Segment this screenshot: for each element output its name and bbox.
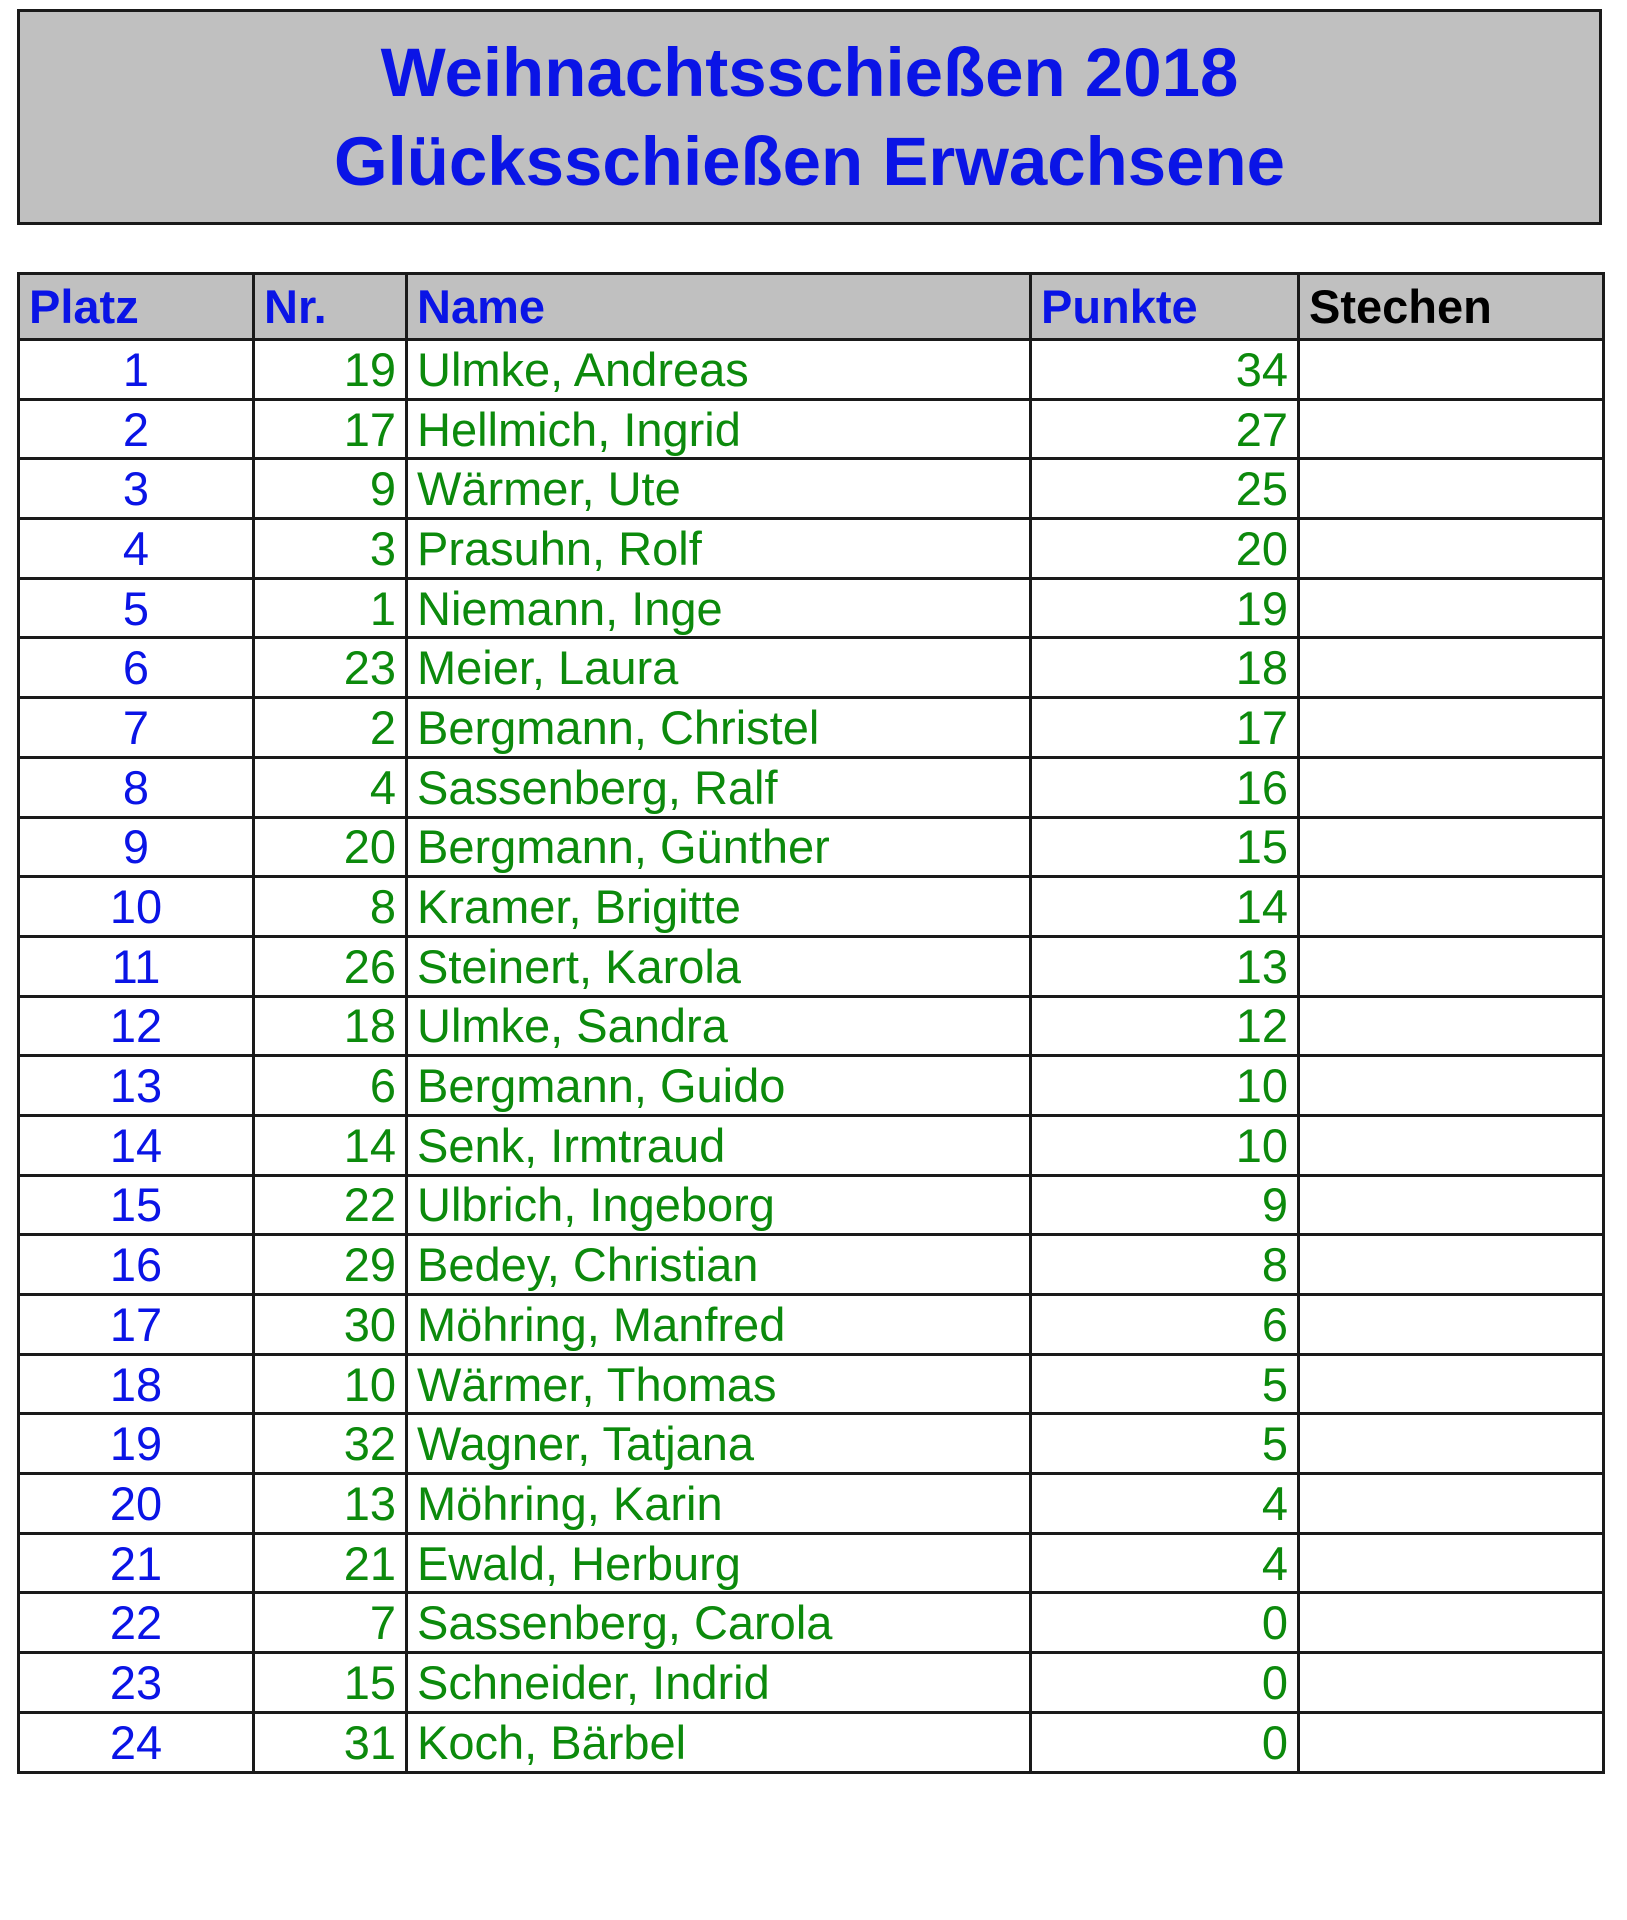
table-row — [19, 459, 1604, 519]
cell-stechen — [1299, 1414, 1604, 1474]
column-header-nr: Nr. — [254, 274, 407, 340]
cell-platz: 17 — [19, 1295, 254, 1355]
cell-stechen — [1299, 399, 1604, 459]
table-row — [19, 1115, 1604, 1175]
table-header-row — [19, 274, 1604, 340]
cell-stechen — [1299, 817, 1604, 877]
cell-stechen — [1299, 578, 1604, 638]
cell-stechen — [1299, 340, 1604, 400]
cell-name: Koch, Bärbel — [407, 1712, 1031, 1772]
title-banner — [17, 9, 1602, 225]
cell-punkte: 8 — [1031, 1235, 1299, 1295]
table-row — [19, 936, 1604, 996]
cell-name: Bedey, Christian — [407, 1235, 1031, 1295]
cell-name: Möhring, Manfred — [407, 1295, 1031, 1355]
cell-punkte: 10 — [1031, 1115, 1299, 1175]
cell-nr: 6 — [254, 1056, 407, 1116]
cell-nr: 14 — [254, 1115, 407, 1175]
cell-name: Ulmke, Andreas — [407, 340, 1031, 400]
cell-name: Wärmer, Ute — [407, 459, 1031, 519]
cell-punkte: 27 — [1031, 399, 1299, 459]
cell-punkte: 16 — [1031, 757, 1299, 817]
cell-nr: 2 — [254, 698, 407, 758]
cell-name: Schneider, Indrid — [407, 1653, 1031, 1713]
cell-nr: 23 — [254, 638, 407, 698]
cell-platz: 3 — [19, 459, 254, 519]
cell-stechen — [1299, 1533, 1604, 1593]
table-row — [19, 698, 1604, 758]
cell-name: Senk, Irmtraud — [407, 1115, 1031, 1175]
cell-platz: 15 — [19, 1175, 254, 1235]
cell-nr: 30 — [254, 1295, 407, 1355]
cell-platz: 2 — [19, 399, 254, 459]
cell-name: Meier, Laura — [407, 638, 1031, 698]
table-row — [19, 1593, 1604, 1653]
cell-name: Ulbrich, Ingeborg — [407, 1175, 1031, 1235]
cell-stechen — [1299, 996, 1604, 1056]
cell-platz: 12 — [19, 996, 254, 1056]
cell-platz: 11 — [19, 936, 254, 996]
cell-stechen — [1299, 936, 1604, 996]
column-header-name: Name — [407, 274, 1031, 340]
cell-platz: 23 — [19, 1653, 254, 1713]
cell-stechen — [1299, 1235, 1604, 1295]
cell-platz: 19 — [19, 1414, 254, 1474]
cell-platz: 8 — [19, 757, 254, 817]
table-row — [19, 1474, 1604, 1534]
cell-platz: 24 — [19, 1712, 254, 1772]
cell-stechen — [1299, 1354, 1604, 1414]
table-row — [19, 399, 1604, 459]
cell-stechen — [1299, 1056, 1604, 1116]
cell-nr: 9 — [254, 459, 407, 519]
cell-stechen — [1299, 1653, 1604, 1713]
cell-punkte: 4 — [1031, 1533, 1299, 1593]
cell-platz: 20 — [19, 1474, 254, 1534]
cell-punkte: 5 — [1031, 1414, 1299, 1474]
cell-punkte: 17 — [1031, 698, 1299, 758]
cell-stechen — [1299, 1474, 1604, 1534]
cell-nr: 26 — [254, 936, 407, 996]
cell-name: Bergmann, Christel — [407, 698, 1031, 758]
cell-name: Hellmich, Ingrid — [407, 399, 1031, 459]
cell-stechen — [1299, 757, 1604, 817]
table-row — [19, 1653, 1604, 1713]
cell-punkte: 5 — [1031, 1354, 1299, 1414]
cell-punkte: 25 — [1031, 459, 1299, 519]
cell-platz: 21 — [19, 1533, 254, 1593]
cell-punkte: 10 — [1031, 1056, 1299, 1116]
cell-name: Bergmann, Günther — [407, 817, 1031, 877]
cell-platz: 1 — [19, 340, 254, 400]
table-row — [19, 757, 1604, 817]
cell-platz: 5 — [19, 578, 254, 638]
table-row — [19, 340, 1604, 400]
column-header-stechen: Stechen — [1299, 274, 1604, 340]
table-row — [19, 1235, 1604, 1295]
cell-nr: 29 — [254, 1235, 407, 1295]
table-row — [19, 578, 1604, 638]
cell-punkte: 4 — [1031, 1474, 1299, 1534]
cell-platz: 14 — [19, 1115, 254, 1175]
cell-stechen — [1299, 1593, 1604, 1653]
cell-platz: 13 — [19, 1056, 254, 1116]
cell-punkte: 0 — [1031, 1712, 1299, 1772]
cell-punkte: 13 — [1031, 936, 1299, 996]
cell-nr: 18 — [254, 996, 407, 1056]
cell-punkte: 18 — [1031, 638, 1299, 698]
cell-nr: 10 — [254, 1354, 407, 1414]
table-row — [19, 877, 1604, 937]
cell-punkte: 0 — [1031, 1593, 1299, 1653]
cell-nr: 1 — [254, 578, 407, 638]
table-row — [19, 519, 1604, 579]
cell-name: Wärmer, Thomas — [407, 1354, 1031, 1414]
cell-nr: 3 — [254, 519, 407, 579]
cell-platz: 9 — [19, 817, 254, 877]
table-row — [19, 996, 1604, 1056]
cell-punkte: 19 — [1031, 578, 1299, 638]
cell-stechen — [1299, 1295, 1604, 1355]
table-row — [19, 1414, 1604, 1474]
cell-punkte: 0 — [1031, 1653, 1299, 1713]
cell-nr: 22 — [254, 1175, 407, 1235]
cell-nr: 15 — [254, 1653, 407, 1713]
cell-punkte: 14 — [1031, 877, 1299, 937]
cell-name: Niemann, Inge — [407, 578, 1031, 638]
table-row — [19, 1056, 1604, 1116]
cell-stechen — [1299, 1175, 1604, 1235]
cell-nr: 19 — [254, 340, 407, 400]
title-line-1: Weihnachtsschießen 2018 — [380, 34, 1239, 111]
cell-name: Kramer, Brigitte — [407, 877, 1031, 937]
cell-name: Möhring, Karin — [407, 1474, 1031, 1534]
cell-name: Ewald, Herburg — [407, 1533, 1031, 1593]
table-row — [19, 1354, 1604, 1414]
table-row — [19, 1295, 1604, 1355]
cell-punkte: 9 — [1031, 1175, 1299, 1235]
table-row — [19, 817, 1604, 877]
cell-nr: 32 — [254, 1414, 407, 1474]
cell-platz: 4 — [19, 519, 254, 579]
cell-stechen — [1299, 698, 1604, 758]
cell-punkte: 6 — [1031, 1295, 1299, 1355]
cell-punkte: 12 — [1031, 996, 1299, 1056]
cell-nr: 20 — [254, 817, 407, 877]
table-row — [19, 1712, 1604, 1772]
cell-stechen — [1299, 1712, 1604, 1772]
cell-name: Wagner, Tatjana — [407, 1414, 1031, 1474]
cell-stechen — [1299, 519, 1604, 579]
table-row — [19, 1533, 1604, 1593]
cell-nr: 31 — [254, 1712, 407, 1772]
results-body — [19, 340, 1604, 1773]
cell-punkte: 20 — [1031, 519, 1299, 579]
cell-name: Prasuhn, Rolf — [407, 519, 1031, 579]
cell-nr: 7 — [254, 1593, 407, 1653]
cell-platz: 22 — [19, 1593, 254, 1653]
cell-stechen — [1299, 877, 1604, 937]
cell-nr: 17 — [254, 399, 407, 459]
cell-name: Sassenberg, Carola — [407, 1593, 1031, 1653]
cell-nr: 8 — [254, 877, 407, 937]
column-header-platz: Platz — [19, 274, 254, 340]
cell-name: Sassenberg, Ralf — [407, 757, 1031, 817]
cell-nr: 21 — [254, 1533, 407, 1593]
cell-nr: 4 — [254, 757, 407, 817]
column-header-punkte: Punkte — [1031, 274, 1299, 340]
cell-platz: 7 — [19, 698, 254, 758]
cell-platz: 6 — [19, 638, 254, 698]
cell-name: Steinert, Karola — [407, 936, 1031, 996]
cell-name: Bergmann, Guido — [407, 1056, 1031, 1116]
title-line-2: Glücksschießen Erwachsene — [333, 123, 1286, 200]
cell-platz: 18 — [19, 1354, 254, 1414]
cell-stechen — [1299, 459, 1604, 519]
cell-stechen — [1299, 638, 1604, 698]
cell-punkte: 15 — [1031, 817, 1299, 877]
cell-punkte: 34 — [1031, 340, 1299, 400]
results-table — [17, 272, 1605, 1774]
table-row — [19, 1175, 1604, 1235]
table-row — [19, 638, 1604, 698]
cell-name: Ulmke, Sandra — [407, 996, 1031, 1056]
cell-platz: 16 — [19, 1235, 254, 1295]
cell-stechen — [1299, 1115, 1604, 1175]
cell-nr: 13 — [254, 1474, 407, 1534]
cell-platz: 10 — [19, 877, 254, 937]
